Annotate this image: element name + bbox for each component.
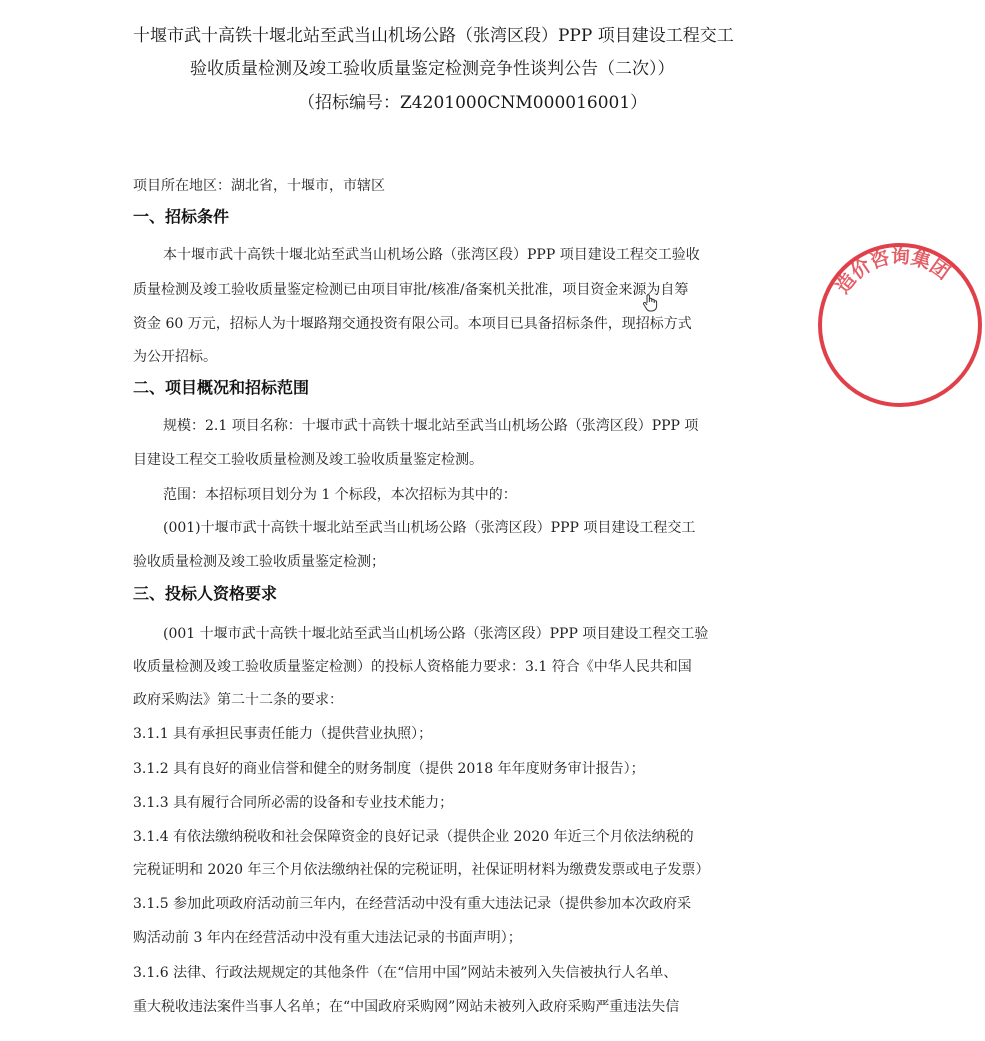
section-1-heading: 一、招标条件: [133, 207, 230, 226]
section-2-line-5: 验收质量检测及竣工验收质量鉴定检测；: [133, 554, 385, 570]
section-2-heading: 二、项目概况和招标范围: [133, 378, 310, 397]
section-3-line-12: 重大税收违法案件当事人名单；在“中国政府采购网”网站未被列入政府采购严重违法失信: [133, 999, 680, 1015]
section-3-line-7: 3.1.4 有依法缴纳税收和社会保障资金的良好记录（提供企业 2020 年近三个月依法纳税的: [133, 829, 694, 845]
section-3-line-5: 3.1.2 具有良好的商业信誉和健全的财务制度（提供 2018 年年度财务审计报告）；: [133, 761, 645, 777]
section-1-line-2: 质量检测及竣工验收质量鉴定检测已由项目审批/核准/备案机关批准，项目资金来源为自筹: [133, 282, 689, 298]
title-line-3: （招标编号：Z4201000CNM000016001）: [298, 93, 648, 113]
project-location: 项目所在地区：湖北省，十堰市，市辖区: [133, 178, 385, 194]
section-1-line-1: 本十堰市武十高铁十堰北站至武当山机场公路（张湾区段）PPP 项目建设工程交工验收: [163, 247, 700, 263]
section-2-line-2: 目建设工程交工验收质量检测及竣工验收质量鉴定检测。: [133, 452, 483, 468]
section-1-line-3: 资金 60 万元，招标人为十堰路翔交通投资有限公司。本项目已具备招标条件，现招标方式: [133, 316, 692, 332]
section-3-line-2: 收质量检测及竣工验收质量鉴定检测）的投标人资格能力要求：3.1 符合《中华人民共和国: [133, 659, 692, 675]
hand-cursor-icon: [641, 293, 659, 313]
section-2-line-4: (001)十堰市武十高铁十堰北站至武当山机场公路（张湾区段）PPP 项目建设工程交工: [163, 520, 696, 536]
section-3-heading: 三、投标人资格要求: [133, 584, 278, 603]
section-3-line-10: 购活动前 3 年内在经营活动中没有重大违法记录的书面声明）；: [133, 930, 522, 946]
section-2-line-3: 范围：本招标项目划分为 1 个标段，本次招标为其中的：: [163, 487, 517, 503]
section-3-line-9: 3.1.5 参加此项政府活动前三年内，在经营活动中没有重大违法记录（提供参加本次政府采: [133, 896, 692, 912]
title-line-1: 十堰市武十高铁十堰北站至武当山机场公路（张湾区段）PPP 项目建设工程交工: [133, 26, 734, 46]
title-line-2: 验收质量检测及竣工验收质量鉴定检测竞争性谈判公告（二次））: [190, 59, 675, 79]
section-3-line-11: 3.1.6 法律、行政法规规定的其他条件（在“信用中国”网站未被列入失信被执行人名单、: [133, 965, 678, 981]
section-2-line-1: 规模：2.1 项目名称：十堰市武十高铁十堰北站至武当山机场公路（张湾区段）PPP 项: [163, 418, 699, 434]
section-3-line-6: 3.1.3 具有履行合同所必需的设备和专业技术能力；: [133, 795, 454, 811]
company-seal-stamp: [815, 240, 985, 410]
section-1-line-4: 为公开招标。: [133, 349, 217, 365]
section-3-line-1: (001 十堰市武十高铁十堰北站至武当山机场公路（张湾区段）PPP 项目建设工程交工验: [163, 626, 709, 642]
section-3-line-4: 3.1.1 具有承担民事责任能力（提供营业执照）；: [133, 726, 433, 742]
section-3-line-3: 政府采购法》第二十二条的要求：: [133, 692, 343, 708]
seal-text: 造价咨询集团: [831, 245, 954, 298]
section-3-line-8: 完税证明和 2020 年三个月依法缴纳社保的完税证明，社保证明材料为缴费发票或电子发票）: [133, 862, 710, 878]
